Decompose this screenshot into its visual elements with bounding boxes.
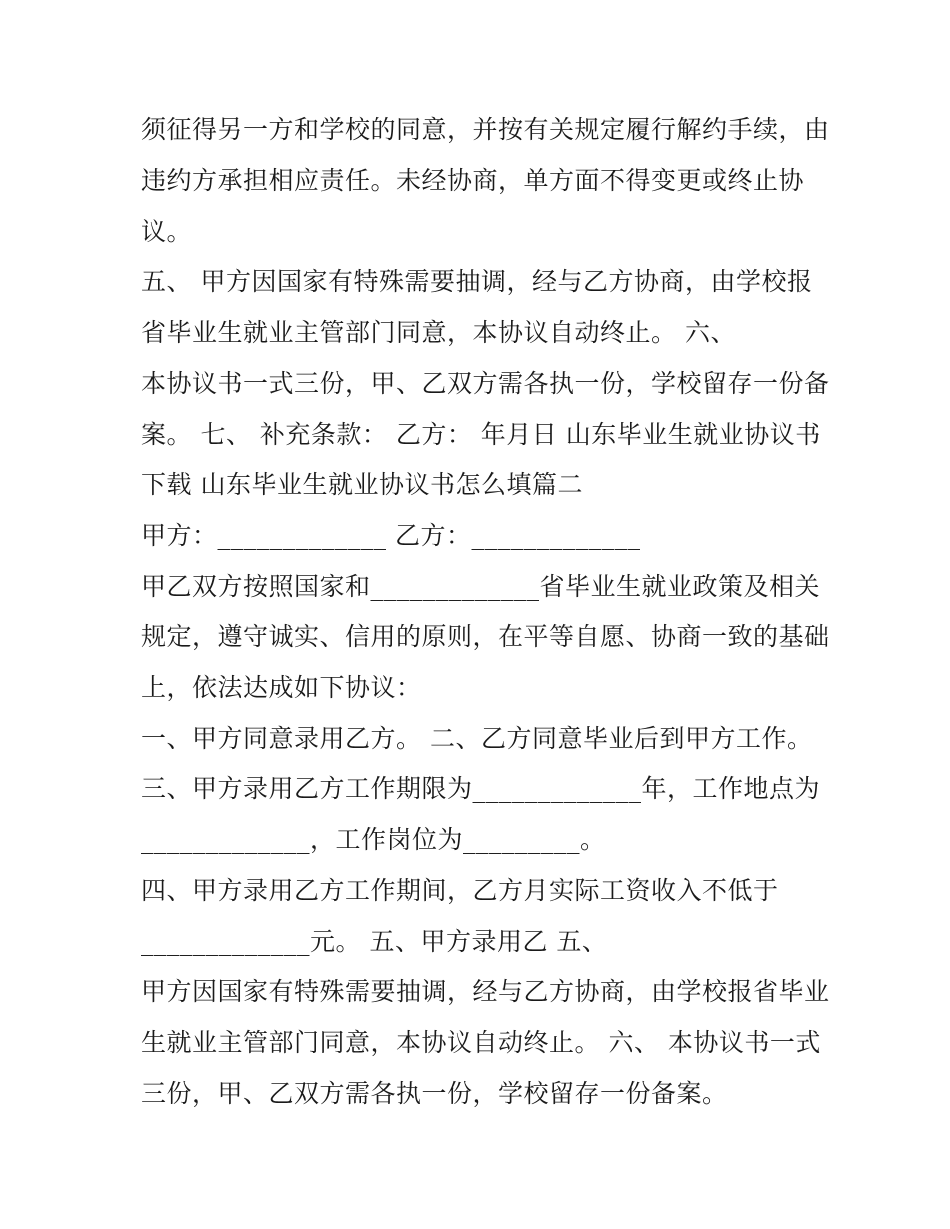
- text-line: 四、甲方录用乙方工作期间，乙方月实际工资收入不低于: [141, 876, 779, 905]
- text-line: 议。: [141, 217, 193, 246]
- text-line: 下载 山东毕业生就业协议书怎么填篇二: [141, 470, 583, 499]
- text-line: 五、 甲方因国家有特殊需要抽调，经与乙方协商，由学校报: [141, 267, 813, 296]
- party-fields-line: 甲方：_____________ 乙方：_____________: [141, 521, 641, 550]
- text-line: 省毕业生就业主管部门同意，本协议自动终止。 六、: [141, 318, 736, 347]
- text-line: 三、甲方录用乙方工作期限为_____________年，工作地点为: [141, 774, 821, 803]
- text-line: 一、甲方同意录用乙方。 二、乙方同意毕业后到甲方工作。: [141, 724, 813, 753]
- text-line: _____________元。 五、甲方录用乙 五、: [141, 927, 608, 956]
- text-line: 甲方因国家有特殊需要抽调，经与乙方协商，由学校报省毕业: [141, 977, 830, 1006]
- text-line: _____________，工作岗位为_________。: [141, 825, 606, 854]
- text-line: 三份，甲、乙双方需各执一份，学校留存一份备案。: [141, 1079, 728, 1108]
- text-line: 违约方承担相应责任。未经协商，单方面不得变更或终止协: [141, 166, 805, 195]
- text-line: 上，依法达成如下协议：: [141, 673, 422, 702]
- text-line: 规定，遵守诚实、信用的原则，在平等自愿、协商一致的基础: [141, 622, 830, 651]
- text-line: 甲乙双方按照国家和_____________省毕业生就业政策及相关: [141, 572, 821, 601]
- text-line: 须征得另一方和学校的同意，并按有关规定履行解约手续，由: [141, 115, 830, 144]
- text-line: 生就业主管部门同意，本协议自动终止。 六、 本协议书一式: [141, 1028, 821, 1057]
- text-line: 案。 七、 补充条款： 乙方： 年月日 山东毕业生就业协议书: [141, 420, 821, 449]
- text-line: 本协议书一式三份，甲、乙双方需各执一份，学校留存一份备: [141, 369, 830, 398]
